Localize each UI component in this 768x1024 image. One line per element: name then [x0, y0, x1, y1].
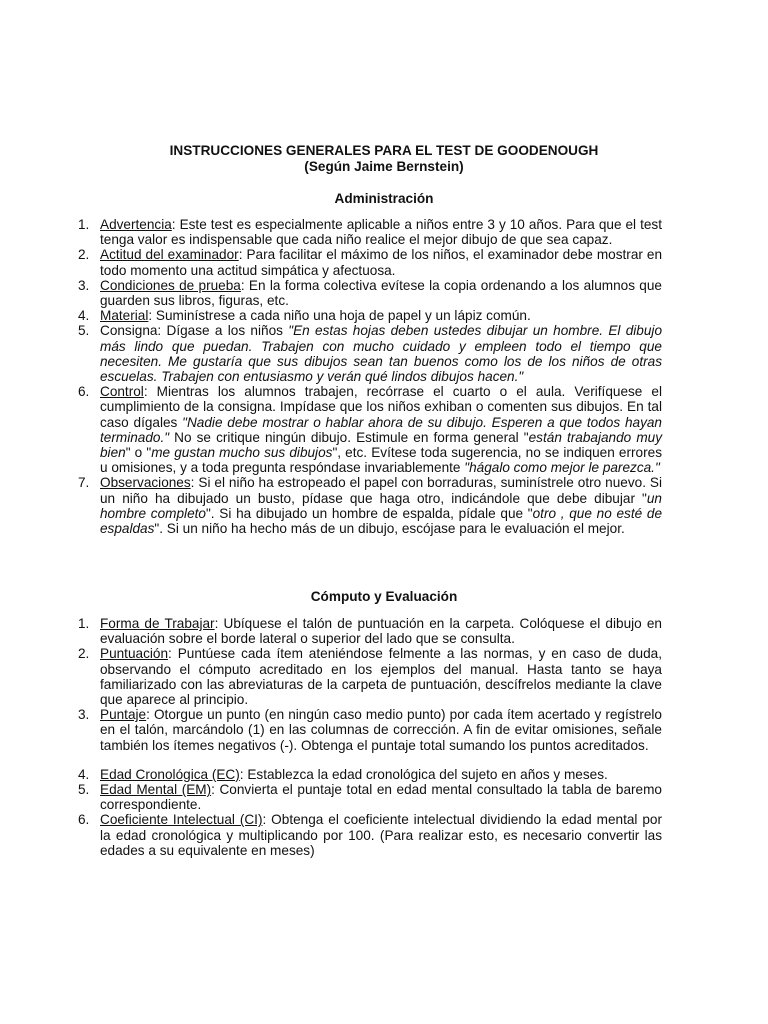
item-text: : Si el niño ha estropeado el papel con borraduras, suminístrele otro nuevo. Si un niño ha dibujado un busto, pídase que haga otro, indicándole que debe dibujar ": [100, 475, 662, 506]
item-text: : Mientras los alumnos trabajen, recórrase el cuarto o el aula. Verifíquese el cumplimiento de la consigna. Impídase que los niños exhiban o comenten sus dibujos. En tal caso dígales: [100, 384, 662, 430]
list-item: [78, 767, 662, 782]
computo-list: [78, 616, 662, 858]
list-item: [78, 308, 662, 323]
item-label: Puntuación: [100, 646, 169, 662]
item-text: : Para facilitar el máximo de los niños, el examinador debe mostrar en todo momento una actitud simpática y afectuosa.: [100, 247, 663, 278]
item-quote: "Nadie debe mostrar o hablar ahora de su dibujo. Esperen a que todos hayan terminado.": [100, 414, 662, 445]
item-quote: un hombre completo: [100, 490, 662, 521]
list-item: [78, 616, 662, 646]
item-number: 7.: [78, 475, 90, 491]
document-title: INSTRUCCIONES GENERALES PARA EL TEST DE GOODENOUGH: [169, 143, 599, 158]
item-number: 1.: [78, 217, 90, 232]
item-number: 2.: [78, 247, 90, 263]
item-text: : En la forma colectiva evítese la copia ordenando a los alumnos que guarden sus libros, figuras, etc.: [100, 277, 662, 309]
item-text: : Suminístrese a cada niño una hoja de papel y un lápiz común.: [148, 308, 531, 324]
item-number: 3.: [78, 707, 90, 723]
item-label: Material: [100, 308, 149, 324]
item-label: Coeficiente Intelectual (CI): [100, 812, 263, 828]
item-quote: me gustan mucho sus dibujos: [151, 445, 333, 461]
item-number: 2.: [78, 646, 90, 662]
item-label: Edad Mental (EM): [100, 782, 212, 798]
item-text: : Otorgue un punto (en ningún caso medio punto) por cada ítem acertado y regístrelo en el talón, marcándolo (1) en las columnas de corrección. A fin de evitar omisiones, señale también los ítemes negativos (-). Obtenga el puntaje total sumando los puntos acreditados.: [100, 707, 662, 753]
document-subtitle: (Según Jaime Bernstein): [304, 159, 464, 174]
list-item: [78, 323, 662, 384]
item-number: 4.: [78, 766, 90, 782]
administracion-list: [78, 217, 662, 536]
list-item: [78, 782, 662, 812]
item-text: : Ubíquese el talón de puntuación en la carpeta. Colóquese el dibujo en evaluación sobre el borde lateral o superior del lado que se consulta.: [100, 616, 662, 647]
item-quote: "hágalo como mejor le parezca.": [464, 460, 660, 476]
item-text: ", etc. Evítese toda sugerencia, no se indiquen errores u omisiones, y a toda pregunta respóndase invariablemente: [100, 445, 662, 476]
list-item: [78, 278, 662, 308]
item-text: ". Si un niño ha hecho más de un dibujo, escójase para le evaluación el mejor.: [154, 521, 625, 537]
item-text: : Este test es especialmente aplicable a niños entre 3 y 10 años. Para que el test tenga valor es indispensable que cada niño realice el mejor dibujo de que sea capaz.: [100, 217, 662, 248]
list-item: [78, 646, 662, 707]
item-text: : Establezca la edad cronológica del sujeto en años y meses.: [239, 766, 608, 782]
item-text: ". Si ha dibujado un hombre de espalda, pídale que ": [205, 505, 533, 521]
section-heading-administracion: Administración: [334, 191, 434, 206]
item-text: No se critique ningún dibujo. Estimule en forma general ": [169, 429, 529, 445]
list-item: [78, 384, 662, 475]
item-text: : Obtenga el coeficiente intelectual dividiendo la edad mental por la edad cronológica y multiplicando por 100. (Para realizar esto, es necesario convertir las edades a su equivalente en meses): [100, 812, 663, 858]
item-number: 1.: [78, 616, 90, 631]
item-quote: están trabajando muy bien: [100, 429, 662, 461]
item-quote: "En estas hojas deben ustedes dibujar un hombre. El dibujo más lindo que puedan. Trabajen con mucho cuidado y empleen todo el tiempo que necesiten. Me gustaría que sus dibujos sean tan buenos como los de los niños de otras escuelas. Trabajen con entusiasmo y verán qué lindos dibujos hacen.": [100, 323, 662, 385]
item-text: : Convierta el puntaje total en edad mental consultado la tabla de baremo correspondiente.: [100, 782, 662, 813]
item-number: 3.: [78, 277, 90, 293]
item-label: Advertencia: [100, 217, 172, 232]
item-text: " o ": [125, 445, 152, 461]
item-quote: otro , que no esté de espaldas: [100, 505, 663, 537]
item-text: : Puntúese cada ítem ateniéndose felmente a las normas, y en caso de duda, observando el cómputo acreditado en los ejemplos del manual. Hasta tanto se haya familiarizado con las abreviaturas de la carpeta de puntuación, descífrelos mediante la clave que aparece al principio.: [100, 646, 662, 708]
list-item: [78, 217, 662, 247]
item-number: 4.: [78, 308, 90, 324]
item-label: Puntaje: [100, 707, 147, 723]
list-item: [78, 812, 662, 858]
item-text: Consigna: Dígase a los niños: [100, 323, 289, 339]
item-label: Observaciones: [100, 475, 191, 491]
item-label: Edad Cronológica (EC): [100, 766, 240, 782]
section-heading-computo: Cómputo y Evaluación: [310, 589, 458, 604]
item-number: 6.: [78, 384, 90, 400]
item-number: 6.: [78, 812, 90, 828]
item-label: Actitud del examinador: [100, 247, 239, 263]
spacer: [78, 753, 662, 767]
item-label: Control: [100, 384, 144, 400]
item-number: 5.: [78, 323, 90, 339]
item-label: Condiciones de prueba: [100, 277, 241, 293]
item-number: 5.: [78, 782, 90, 798]
list-item: [78, 707, 662, 753]
list-item: [78, 247, 662, 277]
item-label: Forma de Trabajar: [100, 616, 215, 631]
list-item: [78, 475, 662, 536]
